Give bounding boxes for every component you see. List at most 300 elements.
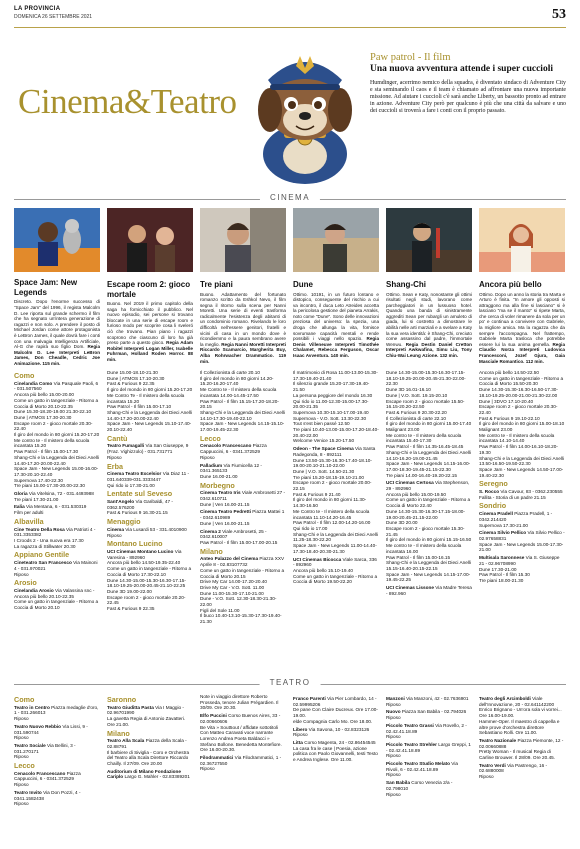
- venue-address: Viale Ambrosetti, 25 - 0342.610007: [200, 528, 267, 540]
- venue-address: Largo Greppi, 1 - 02.42.41.18.89: [386, 741, 471, 753]
- film-title: Tre piani: [200, 280, 233, 289]
- showtime-entry: Malignant 23.00: [479, 427, 513, 433]
- film-review-text: Ottimo. 10191, in un futuro lontano e distopico, conseguente del rischio a cui va incontro, il duca Leto Atreides accetta la pericolosa gestione del pianeta Arrakis, noto come "Dune". Sono delle innovazioni preziosa del universo: la spezia, una droga che allunga la vita, fornisce sovrumane capacità mentali e rende possibili i viaggi nello spazio.: [293, 291, 379, 342]
- venue-address: Corso Venezia 2/a - 02.798010: [386, 780, 453, 791]
- showtime-entry: Come un gatto in tangenziale - Ritorno a Coccia di Morto 20.15: [200, 567, 285, 579]
- venue-address: Piazza XXV Aprile 8 - 02.83107732: [200, 556, 285, 568]
- showtime-entry: La gavetta Regia di Antonio Zavatteri. Ore 21.00.: [107, 716, 186, 727]
- venue-address: Via Lusardi 53 - 331.4010900: [125, 526, 187, 532]
- city-heading: Cantù: [107, 433, 128, 443]
- showtime-entry: Space Jam - New Legends 14.15-16.00-17.00-18.30-19.45-21.15-22.30: [386, 461, 471, 472]
- showtime-entry: Riposo: [14, 801, 29, 807]
- showtime-entry: Dune 14.30-15.30-16.30-16.50-17.30-18.10-19.25-20.00-21.00-21.30-22.00: [479, 387, 558, 398]
- teatro-column: [386, 694, 472, 797]
- venue-name: Manzoni: [386, 696, 405, 701]
- showtime-entry: Escape room 2 - gioco mortale 20.20-22.45: [107, 594, 186, 606]
- teatro-column: [293, 694, 379, 763]
- showtime-entry: Riposo: [14, 754, 29, 760]
- venue-entry: [200, 755, 286, 766]
- hero-title: Paw patrol - Il film: [370, 52, 451, 63]
- showtime-entry: Ancora più bello 14.50-19.35-22.40: [107, 560, 181, 566]
- venue-entry: [14, 491, 100, 497]
- film-card: [14, 208, 100, 366]
- venue-address: Via Garibaldi, 47 - 0362.576200: [107, 499, 173, 510]
- showtime-entry: Escape room 2 - gioco mortale 15.50-16.15-20.20-22.50: [386, 398, 465, 410]
- film-cast: Interpreti Riccardo Scamarcio, Margherita Buy, Alba Rohrwacher: [200, 341, 286, 359]
- listing-column: [386, 370, 472, 596]
- showtime-entry: Riposo: [107, 532, 122, 538]
- film-director: Regia Destin Daniel Cretton: [405, 341, 472, 347]
- teatro-band: [14, 677, 566, 691]
- showtime-entry: Film per adulti: [14, 510, 44, 516]
- top-bar: [14, 6, 566, 28]
- showtime-entry: Riposo: [386, 701, 401, 707]
- showtime-entry: Dune | ATMOS 17.10-20.30: [107, 375, 165, 381]
- city-heading: Arosio: [14, 578, 37, 588]
- showtime-entry: Enrico Brignano - Un'ora sola vi vorrei... Ore 16.00-19.00.: [479, 707, 562, 719]
- showtime-entry: Fast & Furious 9 21.40: [293, 491, 341, 497]
- showtime-entry: Il giro del mondo in 80 giorni 14.20-15.20-16.20-17.40: [200, 375, 274, 387]
- showtime-entry: Il giro del mondo in 80 giorni 15.00-18.10: [479, 421, 565, 427]
- city-heading: Sondrio: [479, 501, 507, 511]
- venue-address: Via Pastrengo, 16 - 02.6880008: [479, 762, 548, 774]
- showtime-entry: Me Contro te - Il mistero della scuola incantata 11.10-14.20-16.45: [293, 508, 370, 520]
- venue-name: Cenacolo Francescano: [14, 770, 66, 776]
- venue-name: Libero: [293, 726, 308, 732]
- city-heading: Menaggio: [107, 517, 141, 527]
- showtime-entry: Dune 15.30-18.20-19.00 21.30-22.10: [14, 409, 92, 415]
- film-poster-image: [200, 208, 286, 272]
- listing-column: [107, 370, 193, 612]
- venue-address: Piazza Cappuccini, 6 - 0341.372529: [14, 770, 81, 782]
- film-cast: Interpreti LeBron James, Don Cheadle, Cedric Joe: [14, 349, 100, 361]
- showtime-entry: Space Jam - New Legends 14.15-15.10-17.00-19.45-22.30: [200, 421, 285, 433]
- showtime-entry: Shang-Chi e la Leggenda dei Dieci Anelli 15.15-16.40-20.15-22.15: [386, 560, 471, 571]
- venue-entry: [386, 723, 472, 734]
- showtime-entry: La persona peggiore del mondo 16.30: [293, 392, 373, 398]
- newspaper-name: LA PROVINCIA: [14, 6, 61, 12]
- showtime-entry: Tre piani 14.00-16.40-19.20-22.15: [386, 472, 457, 478]
- showtime-entry: Me contro te - Il mistero della scuola incantata 15.40-17.30: [386, 432, 462, 444]
- venue-entry: [479, 763, 565, 774]
- venue-address: Via Lissi, 9 - 031.590744: [14, 723, 88, 735]
- venue-entry: [479, 696, 565, 707]
- showtime-entry: Dune | Ven 16.00-21.15: [200, 501, 250, 507]
- showtime-entry: Dune 11.00-15.30-17.10-21.00: [200, 590, 264, 596]
- showtime-entry: Dune 3D 19.00-22.00: [107, 588, 152, 594]
- venue-address: Piazza San Babila - 02.794026: [401, 709, 467, 715]
- venue-name: UCI Cinemas Bicocca: [293, 556, 342, 562]
- film-review: [200, 292, 286, 365]
- venue-address: Corso Magenta, 24 - 02.86454545: [304, 739, 376, 745]
- film-genre-duration: Avventura. 140 min.: [305, 353, 350, 359]
- showtime-entry: Dune 3D 16.01-16.10: [386, 387, 431, 393]
- venue-entry: [107, 527, 193, 533]
- showtime-entry: Shang-Chi e la Leggenda dei Dieci Anelli 14.40-17.20-20.00-22.40: [107, 409, 192, 421]
- venue-address: Via Varesina - 892960: [107, 548, 182, 560]
- hero-body: Humdinger, acerrimo nemico della squadra, è diventato sindaco di Adventure City e sta seminando il caos e il team è chiamato ad affrontare una nuova importante missione. Ad aiutare i cuccioli c'è sarà anche Liberty, un bassotto pronto ad entrare in azione. Adventure City però per qualcuno è più che una città da salvare e uno dei cuccioli si troverà a fare i conti con il proprio passato.: [370, 80, 566, 114]
- newspaper-date: DOMENICA 26 SETTEMBRE 2021: [14, 14, 93, 20]
- showtime-entry: Malignant 23.00: [386, 427, 420, 433]
- city-heading: Milano: [107, 728, 130, 738]
- venue-name: Cinema Silvio Pellico: [479, 530, 527, 536]
- venue-entry: [107, 769, 193, 780]
- venue-address: Corso Buenos Aires, 33 - 02.00660606: [200, 713, 281, 724]
- film-title: Space Jam: New Legends: [14, 278, 78, 297]
- venue-entry: [107, 499, 193, 510]
- showtime-entry: Dune 15.00-18.10-21.30: [107, 370, 158, 375]
- showtime-entry: Fast & Furious 9 16.30-21.15: [107, 510, 168, 516]
- showtime-entry: elde Compagnia Carlo Mo. Ore 18.00.: [293, 718, 373, 724]
- showtime-entry: Escape room 2 - gioco mortale 20.00-22.15: [293, 480, 372, 492]
- showtime-entry: Me contro te - Il mistero della scuola incantata 15.20: [14, 437, 90, 449]
- film-poster-image: [107, 208, 193, 272]
- film-title: Dune: [293, 280, 313, 289]
- showtime-entry: Dune 13.50-15.30-16.30-17.40-18.10-19.00-20.10-21.10-22.00: [293, 457, 372, 469]
- teatro-label: TEATRO: [260, 678, 321, 687]
- venue-address: Viale Sarca, 336 - 892960: [293, 556, 377, 568]
- venue-name: Multisala Saronnese: [479, 555, 525, 561]
- venue-address: Piazza medaglie d'oro, 1 - 031.266013: [14, 704, 99, 716]
- showtime-entry: Dune 14.30-15.00-15.30-16.30-17.15-18.10-19.25-20.00-20.45-21.30-22.00-22.30: [386, 370, 466, 387]
- venue-name: Cinelandia Como: [14, 380, 53, 386]
- film-genre-duration: Animazione. 115 min.: [14, 360, 61, 366]
- film-review-text: Ottimo. Dopo un anno la storia tra Marta e Arturo è finita. "In amore gli opposti si attraggono ma alla fine si lasciano" si è lasciano "ma se il manto" si ripete Marta, che cerca di voler rimanere da sola per un po' e continua a convivere con Gabriele, la migliore amica. Ma la ragazza che da sempre l'accompagna. Nel frattempo, Gabriele Marta trasloca che potrebbe essere lui la sua anima gemella.: [479, 291, 565, 347]
- showtime-entry: Il giro del mondo in 80 giorni 15.20-17.20: [14, 432, 100, 438]
- showtime-entry: Paw Patrol - Il film 15.00-16.15: [386, 554, 451, 560]
- venue-address: Via Manzoni, 42 - 02.7636901: [406, 696, 469, 701]
- showtime-entry: Me contro te - Il mistero della scuola incantata 14.10-14.40: [479, 432, 555, 444]
- paw-patrol-mascot-image: [240, 34, 370, 184]
- venue-name: Odeon - The Space Cinema: [293, 446, 354, 452]
- venue-entry: [14, 527, 100, 538]
- showtime-entry: Riposo: [386, 772, 401, 778]
- city-heading: Appiano Gentile: [14, 550, 70, 560]
- venue-entry: [14, 705, 100, 716]
- cinema-label: CINEMA: [260, 193, 320, 202]
- showtime-entry: La ragazza di Stillwater 20.30: [14, 543, 76, 549]
- listing-column: [293, 370, 379, 585]
- showtime-entry: Tre piani 15.00-17.30-20.00-22.30: [14, 483, 85, 489]
- showtime-entry: Shang-Chi e la Leggenda dei Dieci Anelli 14.40-17.20-20.00-22.40: [14, 454, 99, 466]
- showtime-entry: Tout s'est bien passé 12.50: [293, 421, 350, 427]
- showtime-entry: Dune | 3DVO 17.10-20.40: [479, 398, 534, 404]
- film-genre-duration: Drammatico. 119 min.: [200, 353, 287, 364]
- showtime-entry: Il buco 10.40-13.10-15.30-17.30-19.40-21.30: [200, 613, 282, 625]
- showtime-entry: Escape room 2 - gioco mortale 20.30-22.40: [14, 420, 93, 432]
- showtime-entry: Come un gatto in tangenziale - Ritorno a Coccia di Morto 20.10: [14, 599, 99, 611]
- city-heading: Como: [14, 371, 35, 380]
- venue-name: Cinelandia Arosio: [14, 587, 54, 593]
- showtime-entry: Tre piani 18.00-21.30: [479, 577, 524, 583]
- showtime-entry: Dune 17.30-21.00: [479, 566, 517, 572]
- venue-address: Via Vitelsina, 72 - 031.4493988: [28, 491, 94, 497]
- showtime-entry: Drive My Car 14.00-17.20-20.40: [200, 579, 267, 585]
- showtime-entry: Dune 14.30-15.30-16.30-17.15-18.00-19.00-20.45-21.15-22.00: [386, 508, 465, 520]
- showtime-entry: Qui rido io 17.00: [293, 525, 328, 531]
- venue-name: Piccolo Teatro Strehler: [386, 741, 437, 747]
- city-heading: Morbegno: [200, 480, 235, 490]
- venue-name: Teatro Fumagalli: [107, 443, 145, 449]
- venue-address: Via Pasquale Paoli, 6 - 031.507560: [14, 380, 99, 392]
- venue-name: Cine Teatro Della Rosa: [14, 526, 65, 532]
- showtime-entry: Riposo: [107, 454, 122, 460]
- film-poster-image: [386, 208, 472, 272]
- film-card: [479, 208, 565, 364]
- showtime-entry: Riposo: [14, 782, 29, 788]
- venue-name: Cinema 2: [200, 528, 221, 534]
- teatro-column: [14, 694, 100, 807]
- venue-entry: [107, 738, 193, 749]
- venue-name: Elfo Puccini: [200, 713, 227, 719]
- showtime-entry: I Croods 2 - Una nuova era 17.30: [14, 537, 84, 543]
- showtime-entry: Dune 14.30-15.00-15.30-16.30-17.15-18.10-19.25-20.00-20.45-21.10-22.25: [107, 577, 186, 589]
- showtime-entry: Me contro te - Il mistero della scuola incantata 16.00: [386, 543, 462, 554]
- showtime-entry: Riposo: [386, 734, 401, 740]
- showtime-entry: Tre piani 17.30-21.00: [14, 496, 59, 502]
- showtime-entry: Come un gatto in tangenziale - Ritorno a Coccia di Morto 15.50-20.30: [479, 375, 564, 387]
- film-review: [293, 292, 379, 359]
- showtime-entry: Fallita - Storia di un padre 21.15: [479, 494, 546, 500]
- venue-entry: [386, 585, 472, 596]
- venue-entry: [479, 489, 565, 495]
- venue-address: Piazza Piemonte, 12 - 02.00660888: [479, 737, 564, 749]
- showtime-entry: Dune | V.O. Sott. 14.50-21.30: [293, 468, 355, 474]
- venue-entry: [293, 740, 379, 746]
- showtime-entry: Il silenzio grande 15.20-17.30-19.40-21.50: [293, 381, 370, 393]
- venue-entry: [200, 556, 286, 567]
- showtime-entry: Shang-Chi e la Leggenda dei Dieci Anelli 14.10-17.30-19.40-22.10: [200, 409, 285, 421]
- venue-address: Via Silvio Pellico - 02.97658831: [479, 530, 565, 541]
- venue-entry: [14, 771, 100, 782]
- showtime-entry: Pretty Woman - Il musical Regia di Carline Brouwer. Il 28/09. Ore 20.45.: [479, 749, 556, 761]
- film-title: Ancora più bello: [479, 280, 542, 289]
- film-cast: Interpreti Logan Miller, Isabelle Fuhrman, Holland Roden: [107, 345, 193, 357]
- film-title: Shang-Chi: [386, 280, 426, 289]
- venue-address: Via Pier Lombardo, 14 - 02.59995206: [293, 696, 377, 707]
- film-review: [107, 301, 193, 363]
- venue-address: Viale dell'Innovazione, 20 - 02.641142200: [479, 696, 555, 707]
- venue-entry: [293, 696, 379, 707]
- showtime-entry: Riposo: [200, 454, 215, 460]
- teatro-listings: [14, 694, 566, 844]
- film-poster-image: [479, 208, 565, 272]
- venue-address: Via Valassina snc -: [55, 587, 95, 593]
- venue-address: Via I Maggio - 02.96701990: [107, 704, 184, 716]
- showtime-entry: Me Contro te - Il mistero della scuola incantata 14.00-14.45-17.50: [200, 387, 277, 398]
- venue-entry: [293, 557, 379, 568]
- venue-entry: [386, 761, 472, 772]
- showtime-entry: Riposo: [386, 715, 401, 721]
- film-card: [386, 208, 472, 359]
- film-director: Regia Claudio Norza: [479, 341, 565, 353]
- showtime-entry: Escape room 2 - gioco mortale 15.30-21.45: [386, 525, 465, 537]
- venue-entry: [200, 443, 286, 454]
- showtime-entry: Paw Patrol - Il film 15.00-17.10: [107, 404, 172, 410]
- venue-address: Via San Giuseppe, 9 (Fraz. Vighizzolo) - 031.731771: [107, 443, 189, 455]
- showtime-entry: Ancora più bello 15.00-19.50: [386, 491, 446, 497]
- cinema-band: [14, 192, 566, 206]
- venue-entry: [293, 446, 379, 457]
- showtime-entry: Ancora più bello 20.10-22.35: [14, 593, 74, 599]
- showtime-entry: Paw Patrol - Il film 14.00-16.10-18.20-19.30: [479, 444, 558, 455]
- showtime-entry: Paw Patrol - Il film 15.15-17.20-18.20-20.15: [200, 398, 279, 410]
- venue-address: Via Rovello, 2 - 02.42.41.18.89: [386, 722, 467, 734]
- venue-name: Teatro Nuovo Rebbio: [14, 723, 62, 729]
- venue-name: Palladium: [200, 462, 223, 468]
- showtime-entry: Ancora più bello 14.50-22.50: [479, 370, 539, 375]
- showtime-entry: Qui rido io 17.30-21.00: [107, 482, 155, 488]
- showtime-entry: Paw Patrol - Il film 15.30: [479, 572, 530, 578]
- venue-name: UCI Cinemas Lissone: [386, 585, 434, 591]
- venue-address: Via Madre Teresa - 892.960: [386, 585, 472, 596]
- venue-address: Via Diaz 11 - 031.640339-031.3333447: [107, 471, 190, 482]
- film-cast: Interpreti Awkwafina, Simu Liu, Tony Chiu-Wai Leung: [386, 347, 472, 359]
- venue-address: Via Cavour, 83 - 0362.230555: [500, 489, 563, 495]
- film-director: Regia Denis Villeneuve: [293, 336, 380, 347]
- film-poster-image: [14, 208, 100, 272]
- showtime-entry: Il giro del mondo in 80 giorni 15.15-16.50: [386, 537, 472, 543]
- city-heading: Lentate sul Seveso: [107, 489, 173, 499]
- top-rule: [14, 27, 566, 28]
- showtime-entry: Hammer-Oper. Il maestro di cappella e altre prove d'orchestra direttore Sebastiano Rolli. Ore 11.00.: [479, 718, 560, 736]
- showtime-entry: Riposo: [479, 774, 494, 780]
- venue-entry: [386, 742, 472, 753]
- film-review: [386, 292, 472, 359]
- venue-address: Piazza Mattei 1 - 0342.610989: [200, 509, 285, 521]
- page-number: 53: [552, 7, 566, 22]
- venue-name: Franco Parenti: [293, 696, 326, 701]
- showtime-entry: Space Jam - New Legends 14.15-17.00-19.45-22.25: [386, 571, 471, 583]
- showtime-entry: Riposo: [386, 753, 401, 759]
- venue-entry: [14, 381, 100, 392]
- showtime-entry: Dune | Ven 16.00-21.15: [200, 520, 250, 526]
- showtime-entry: Shang-Chi e la Leggenda dei Dieci Anelli 13.50-16.50-19.50-22.30: [479, 455, 564, 467]
- venue-entry: [14, 743, 100, 754]
- showtime-entry: Dune 16.00-21.00: [200, 473, 238, 479]
- venue-name: Cinema Pradell: [479, 511, 513, 517]
- teatro-column: [200, 694, 286, 772]
- showtime-entry: Il giro del mondo in 80 giorni 11.30-14.30-16.50: [293, 497, 367, 509]
- venue-entry: [107, 443, 193, 454]
- showtime-entry: Space Jam - New Legends 11.00-14.40-17.30-18.40-20.30-21.30: [293, 543, 377, 554]
- venue-name: San Babila: [386, 780, 410, 786]
- showtime-entry: Supernova - V.O. Sott. 13.30-22.30: [293, 415, 367, 421]
- showtime-entry: Space Jam - New Legends 15.10-17.40-20.10-22.40: [107, 421, 192, 433]
- showtime-entry: Come un gatto in tangenziale - Ritorno a Coccia di Morto 22.40: [386, 497, 471, 509]
- venue-name: Nuovo: [386, 709, 401, 715]
- showtime-entry: De pane Con Claire Ducreux. Ore 17.00-19.00.: [293, 707, 378, 719]
- film-review: [14, 299, 100, 366]
- venue-address: Via S. Giuseppe 21 - 02.96708990: [479, 555, 560, 566]
- venue-address: Via Rivoli, 6 - 02.42.41.18.89: [386, 761, 458, 772]
- showtime-entry: Tre piani 10.40-13.00-15.00-17.20-18.40-20.40-22.00: [293, 427, 379, 438]
- city-heading: Montano Lucino: [107, 539, 163, 549]
- venue-entry: [107, 705, 193, 716]
- showtime-entry: Be Vita » Sout5out / affidate sottotitoli Con Matteo Caravati voce narrante Lorenzo Andrea Poeta Baldacci » Stefano Bollone. Benedetta Montefiore. Ore 16.00-20.30.: [200, 724, 282, 753]
- film-director: Regia Nanni Moretti: [221, 341, 265, 347]
- film-card: [293, 208, 379, 359]
- showtime-entry: Me Contro Te - Il mistero della scuola incantata 15.20: [107, 392, 185, 404]
- venue-name: Teatro Nazionale: [479, 737, 517, 743]
- city-heading: Seregno: [479, 479, 508, 489]
- venue-name: Teatro in Centro: [14, 704, 50, 710]
- showtime-entry: Dune | V.O. Sott. 19.15-20.10: [386, 392, 448, 398]
- showtime-entry: Supernova 17.40-22.30: [14, 477, 63, 483]
- showtime-entry: Come un gatto in tangenziale - Ritorno a Coccia di Morto 19.50-22.20: [293, 573, 378, 585]
- venue-name: Sant'Angelo: [107, 499, 135, 505]
- venue-entry: [14, 790, 100, 801]
- showtime-entry: Ancora più bello 15.10-19.40: [293, 567, 353, 573]
- showtime-entry: Fast & Furious 9 19.10-22.10: [479, 415, 540, 421]
- venue-entry: [200, 529, 286, 540]
- venue-entry: [386, 780, 472, 791]
- film-director: Regia Malcolm D. Lee: [14, 344, 100, 355]
- showtime-entry: Paw Patrol - Il film 12.00-14.20-16.00: [293, 520, 371, 526]
- venue-name: Cenacolo Francescano: [200, 443, 252, 449]
- venue-name: Teatro Invito: [14, 789, 42, 795]
- venue-entry: [479, 511, 565, 522]
- showtime-entry: Welcome Venice 15.20-17.50: [293, 438, 355, 444]
- venue-address: Via Mentana, 6 - 031.530319: [26, 504, 87, 510]
- venue-name: Cinema Teatro Pedretti: [200, 509, 251, 515]
- venue-address: Via Don Pozzi, 4 - 0341.1582438: [14, 789, 81, 801]
- section-title: Cinema&Teatro: [18, 82, 237, 121]
- showtime-entry: Fast & Furious 9 22.35: [107, 381, 155, 387]
- showtime-entry: Riposo: [293, 732, 308, 738]
- listing-column: [200, 370, 286, 625]
- showtime-entry: Come un gatto in tangenziale - Ritorno a Coccia di Morto 17.30-22.10: [107, 566, 192, 577]
- film-review-text: Discreto. Dopo l'enorme successo di "Space Jam" del 1996, il regista Malcolm D. Lee riporta sul grande schermo il film che ha segnato un'intera generazione di ragazzi e non solo. A prendere il posto di Michael Jordan come attore protagonista è LeBron James, il quale dovrà fare i conti con una malvagia Intelligenza Artificiale, Al-G che rapirà suo figlio Dom.: [14, 299, 100, 350]
- venue-name: Teatro degli Arcimboldi: [479, 696, 531, 701]
- venue-name: Anteo Palazzo del Cinema: [200, 556, 259, 562]
- venue-name: Piccolo Teatro Grassi: [386, 722, 434, 728]
- teatro-column: [479, 694, 565, 780]
- showtime-entry: Riposo: [200, 766, 215, 772]
- showtime-entry: Paw Patrol - Il film 15.00-17.30: [14, 449, 79, 455]
- venue-name: Piccolo Teatro Studio Melato: [386, 761, 450, 767]
- venue-name: Cinema Teatro Iris: [200, 490, 241, 496]
- venue-entry: [200, 509, 286, 520]
- showtime-entry: Riposo: [14, 735, 29, 741]
- venue-entry: [14, 560, 100, 571]
- showtime-entry: Space Jam - New Legends 14.50-17.00-19.40-22.30: [479, 466, 564, 478]
- hero-subtitle: Una nuova avventura attende i super cuccioli: [370, 64, 553, 74]
- showtime-entry: Ancora più bello 15.00-20.00: [14, 392, 74, 398]
- city-heading: Saronno: [107, 695, 137, 704]
- film-director: Regia Adam Robitel: [107, 340, 193, 351]
- venue-name: Litta: [293, 739, 303, 745]
- showtime-entry: Fast & Furious 9 22.35: [107, 606, 155, 612]
- film-cast: Interpreti Timothée Chalamet, Rebecca Ferguson, Oscar Isaac: [293, 341, 379, 359]
- film-genre-duration: Azione. 132 min.: [422, 353, 459, 359]
- showtime-entry: Riposo: [14, 571, 29, 577]
- venue-name: UCI Cinemas Montano Lucino: [107, 548, 174, 554]
- showtime-entry: Supernova 10.30-15.10-17.00-19.40: [293, 409, 369, 415]
- showtime-entry: Figli del Sole 11.00: [200, 607, 240, 613]
- listing-column: [479, 370, 565, 584]
- venue-entry: [386, 696, 472, 702]
- venue-name: UCI Cinemas Certosa: [386, 480, 434, 486]
- film-genre-duration: Romantico. 112 min.: [499, 358, 544, 364]
- venue-entry: [200, 463, 286, 474]
- venue-name: Auditorium di Milano Fondazione Cariplo: [107, 768, 181, 780]
- venue-address: Viale Ambrosetti 27 - 0342.610711: [200, 490, 286, 502]
- teatro-column: [107, 694, 193, 780]
- film-cards: [14, 208, 566, 388]
- film-genre-duration: Horror. 88 min.: [107, 351, 193, 362]
- venue-entry: [200, 490, 286, 501]
